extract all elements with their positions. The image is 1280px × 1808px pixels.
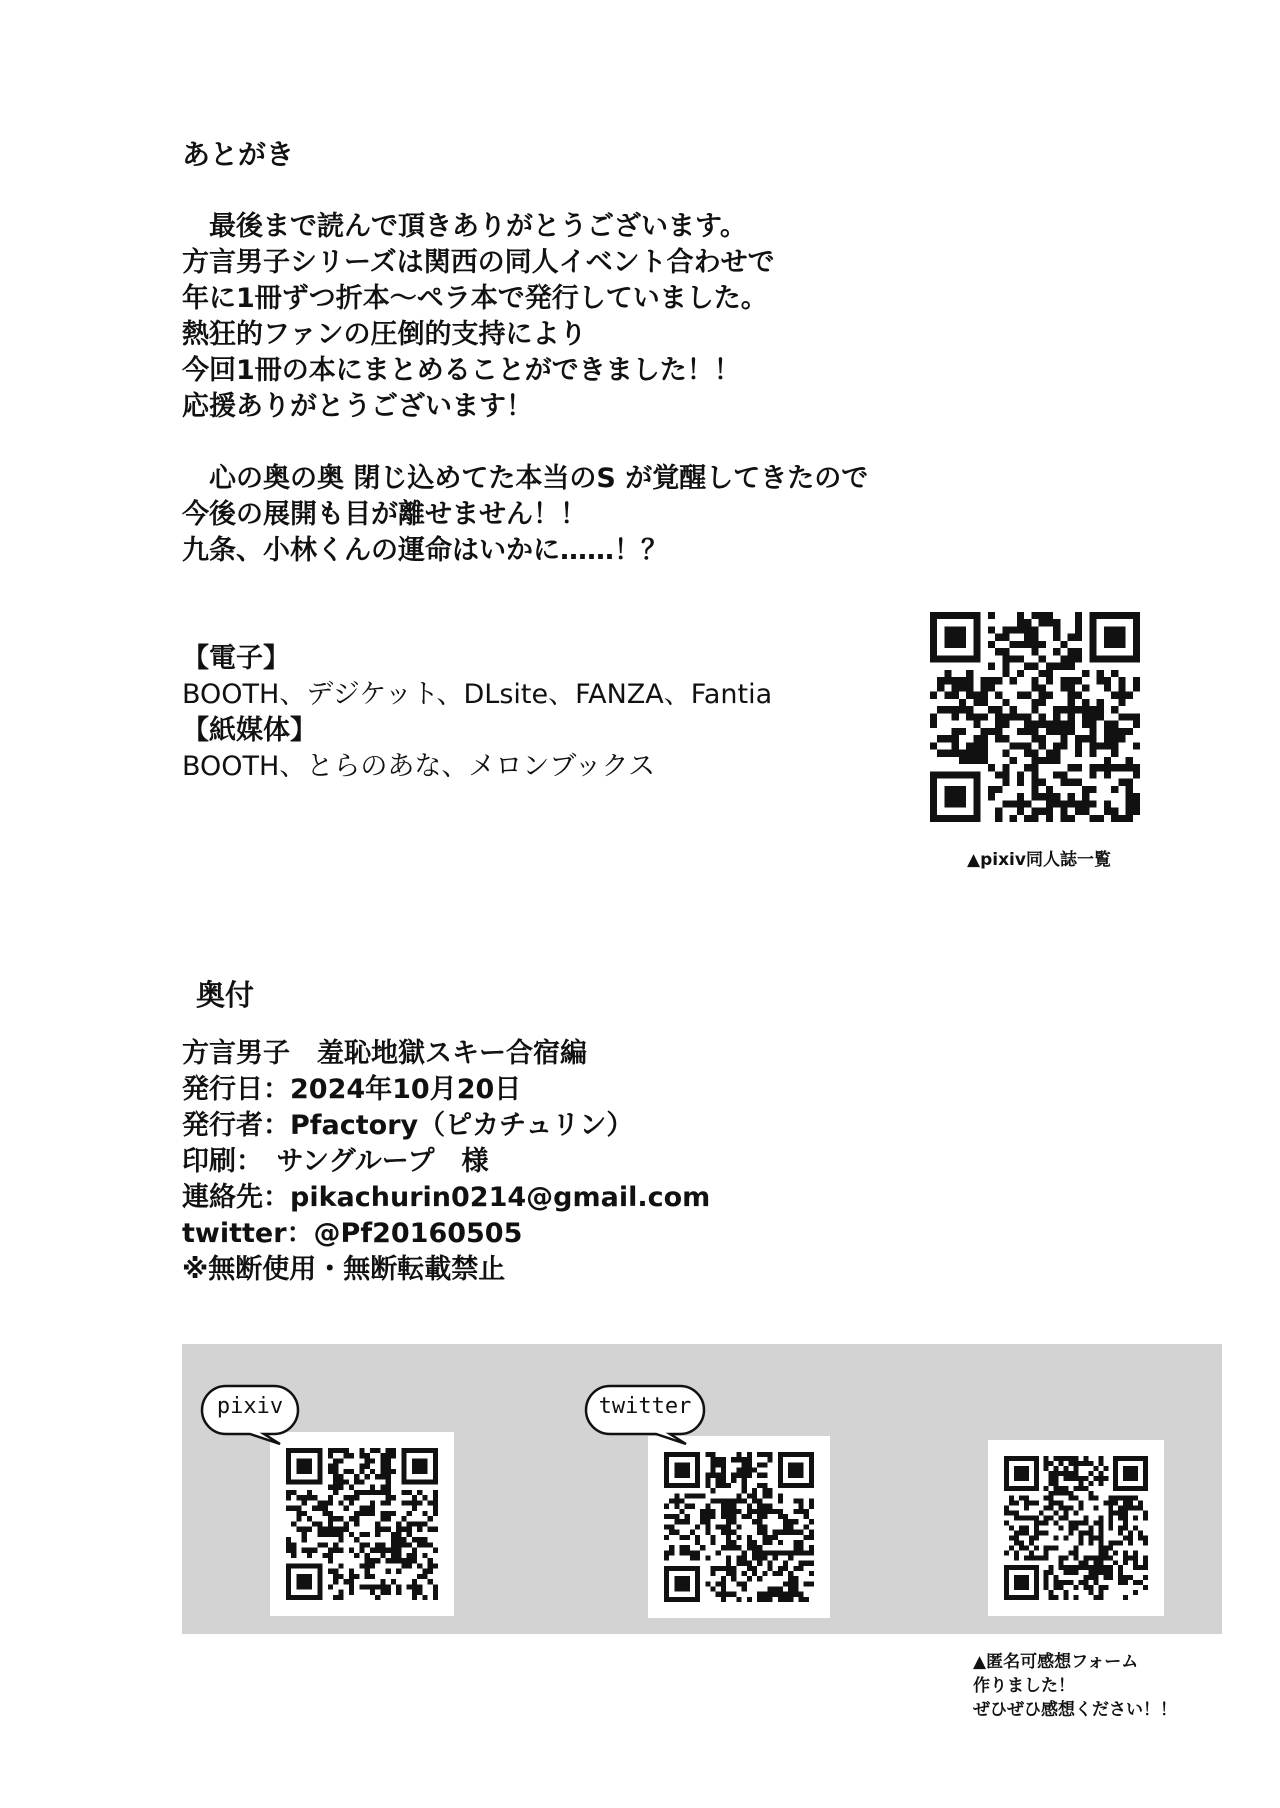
feedback-form-qr-card xyxy=(988,1440,1164,1616)
colophon-twitter: twitter：@Pf20160505 xyxy=(182,1218,523,1249)
twitter-qr-card xyxy=(648,1436,830,1618)
twitter-qr-icon[interactable] xyxy=(664,1452,814,1602)
colophon-publisher: 発行者：Pfactory（ピカチュリン） xyxy=(182,1110,634,1141)
twitter-speech-bubble xyxy=(582,1382,708,1446)
pixiv-qr-icon[interactable] xyxy=(286,1448,438,1600)
afterword-line: 応援ありがとうございます！ xyxy=(182,391,533,422)
pixiv-doujin-list-caption: ▲pixiv同人誌一覧 xyxy=(967,850,1111,870)
afterword-heading: あとがき xyxy=(182,138,295,171)
paper-shop-list: BOOTH、とらのあな、メロンブックス xyxy=(182,751,656,782)
colophon-contact: 連絡先：pikachurin0214@gmail.com xyxy=(182,1182,711,1213)
colophon-notice: ※無断使用・無断転載禁止 xyxy=(182,1254,506,1285)
digital-shop-list: BOOTH、デジケット、DLsite、FANZA、Fantia xyxy=(182,679,773,710)
afterword-line: 今回1冊の本にまとめることができました！！ xyxy=(182,355,741,386)
afterword-line: 九条、小林くんの運命はいかに……！？ xyxy=(182,535,668,566)
afterword-line: 熱狂的ファンの圧倒的支持により xyxy=(182,319,587,350)
afterword-line: 最後まで読んで頂きありがとうございます。 xyxy=(182,211,747,242)
feedback-form-caption: ぜひぜひ感想ください！！ xyxy=(973,1700,1177,1720)
afterword-line: 方言男子シリーズは関西の同人イベント合わせで xyxy=(182,247,775,278)
pixiv-qr-card xyxy=(270,1432,454,1616)
colophon-heading: 奥付 xyxy=(196,978,255,1012)
afterword-line: 年に1冊ずつ折本〜ペラ本で発行していました。 xyxy=(182,283,768,314)
twitter-label: twitter xyxy=(598,1394,692,1419)
colophon-printer: 印刷： サングループ 様 xyxy=(182,1146,489,1177)
colophon-title: 方言男子 羞恥地獄スキー合宿編 xyxy=(182,1038,587,1069)
pixiv-doujin-list-qr-icon[interactable] xyxy=(930,612,1140,822)
pixiv-speech-bubble xyxy=(198,1382,302,1446)
feedback-form-qr-icon[interactable] xyxy=(1004,1456,1148,1600)
digital-heading: 【電子】 xyxy=(182,643,290,674)
colophon-issue-date: 発行日：2024年10月20日 xyxy=(182,1074,522,1105)
paper-heading: 【紙媒体】 xyxy=(182,715,317,746)
pixiv-label: pixiv xyxy=(216,1394,284,1419)
qr-panel xyxy=(182,1344,1222,1634)
afterword-line: 心の奥の奥 閉じ込めてた本当のS が覚醒してきたので xyxy=(182,463,869,494)
feedback-form-caption: 作りました！ xyxy=(973,1676,1075,1696)
feedback-form-caption: ▲匿名可感想フォーム xyxy=(973,1652,1139,1672)
afterword-line: 今後の展開も目が離せません！！ xyxy=(182,499,587,530)
